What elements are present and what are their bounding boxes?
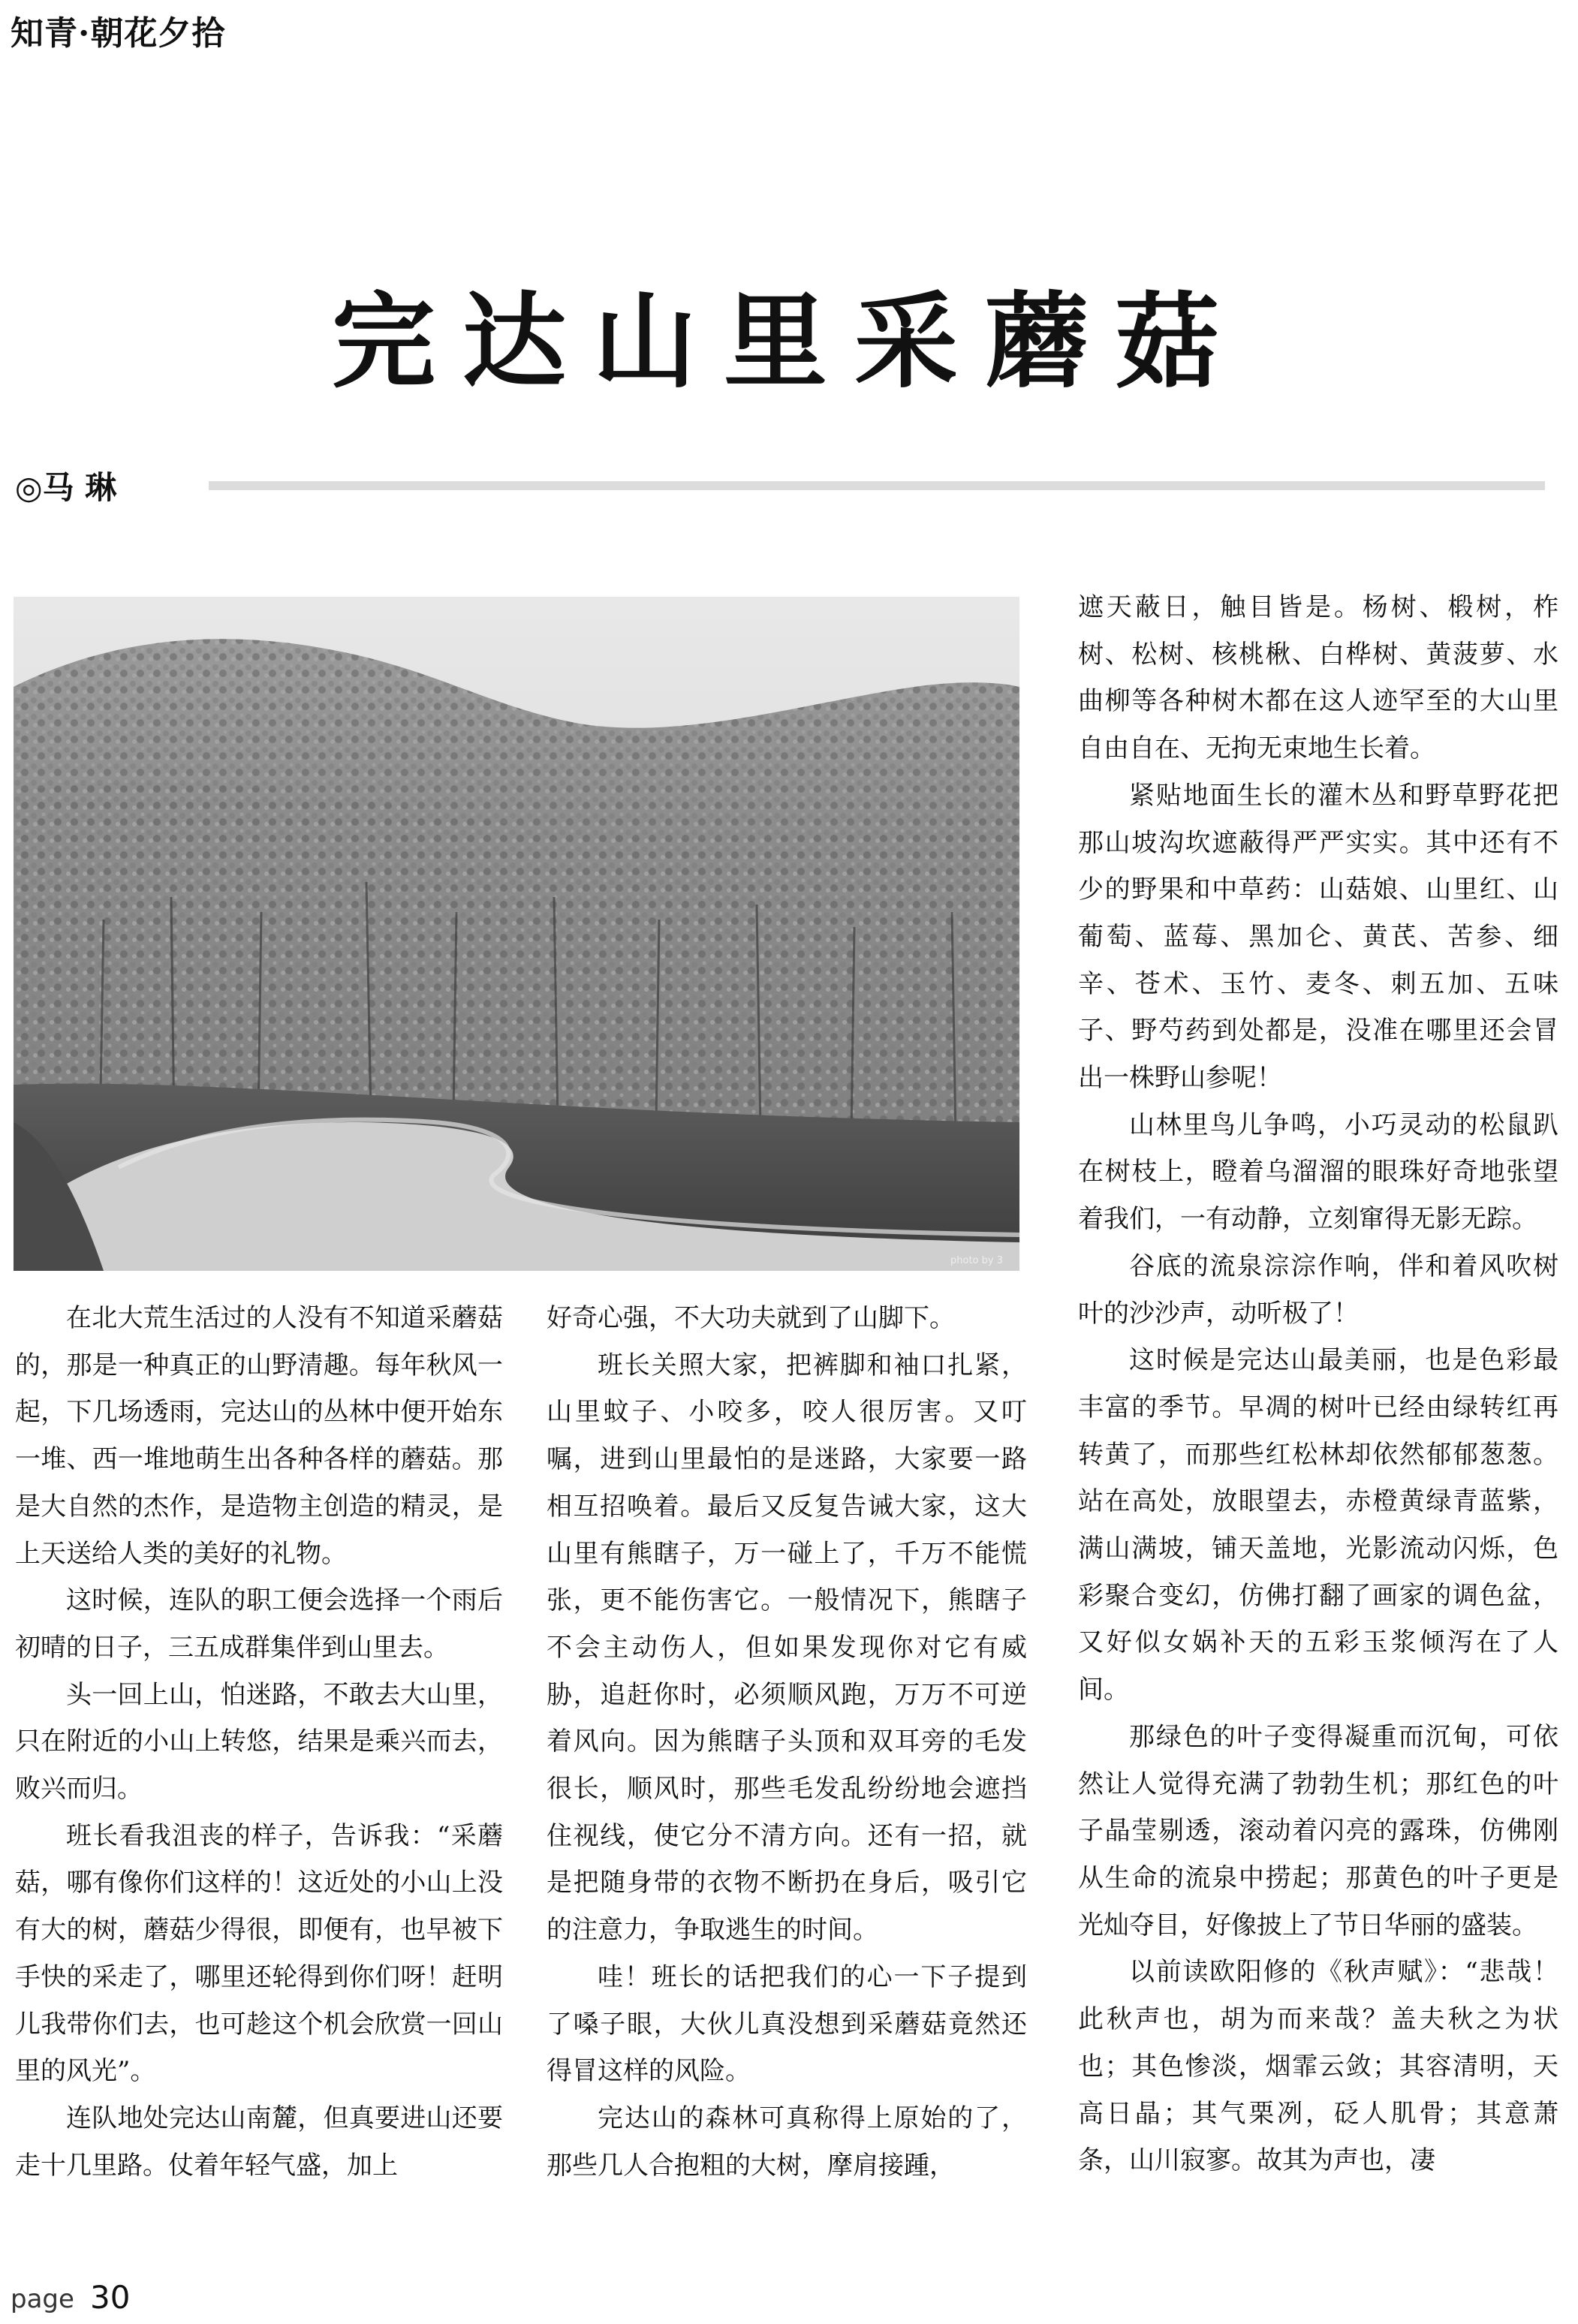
- paragraph: 在北大荒生活过的人没有不知道采蘑菇的，那是一种真正的山野清趣。每年秋风一起，下几场透雨，完达山的丛林中便开始东一堆、西一堆地萌生出各种各样的蘑菇。那是大自然的杰作，是造物主创造的精灵，是上天送给人类的美好的礼物。: [15, 1303, 503, 1569]
- text-column-1: [15, 1295, 503, 2189]
- paragraph: 这时候是完达山最美丽，也是色彩最丰富的季节。早凋的树叶已经由绿转红再转黄了，而那些红松林却依然郁郁葱葱。站在高处，放眼望去，赤橙黄绿青蓝紫，满山满坡，铺天盖地，光影流动闪烁，色彩聚合变幻，仿佛打翻了画家的调色盆，又好似女娲补天的五彩玉浆倾泻在了人间。: [1078, 1345, 1558, 1705]
- paragraph: 连队地处完达山南麓，但真要进山还要走十几里路。仗着年轻气盛，加上: [15, 2103, 503, 2181]
- paragraph: 完达山的森林可真称得上原始的了，那些几人合抱粗的大树，摩肩接踵，: [547, 2103, 1027, 2181]
- paragraph: 班长关照大家，把裤脚和袖口扎紧，山里蚊子、小咬多，咬人很厉害。又叮嘱，进到山里最怕的是迷路，大家要一路相互招唤着。最后又反复告诫大家，这大山里有熊瞎子，万一碰上了，千万不能慌张，更不能伤害它。一般情况下，熊瞎子不会主动伤人，但如果发现你对它有威胁，追赶你时，必须顺风跑，万万不可逆着风向。因为熊瞎子头顶和双耳旁的毛发很长，顺风时，那些毛发乱纷纷地会遮挡住视线，使它分不清方向。还有一招，就是把随身带的衣物不断扔在身后，吸引它的注意力，争取逃生的时间。: [547, 1350, 1027, 1946]
- forest-road-photo: [14, 597, 1019, 1271]
- page-number: 30: [90, 2279, 131, 2316]
- photo-credit: photo by 3: [950, 1255, 1003, 1266]
- paragraph: 遮天蔽日，触目皆是。杨树、椴树，柞树、松树、核桃楸、白桦树、黄菠萝、水曲柳等各种树木都在这人迹罕至的大山里自由自在、无拘无束地生长着。: [1078, 592, 1558, 764]
- paragraph: 头一回上山，怕迷路，不敢去大山里，只在附近的小山上转悠，结果是乘兴而去，败兴而归。: [15, 1679, 503, 1805]
- paragraph: 哇！班长的话把我们的心一下子提到了嗓子眼，大伙儿真没想到采蘑菇竟然还得冒这样的风险。: [547, 1961, 1027, 2087]
- paragraph: 紧贴地面生长的灌木丛和野草野花把那山坡沟坎遮蔽得严严实实。其中还有不少的野果和中草药：山菇娘、山里红、山葡萄、蓝莓、黑加仑、黄芪、苦参、细辛、苍术、玉竹、麦冬、刺五加、五味子、野芍药到处都是，没准在哪里还会冒出一株野山参呢！: [1078, 780, 1558, 1094]
- paragraph: 那绿色的叶子变得凝重而沉甸，可依然让人觉得充满了勃勃生机；那红色的叶子晶莹剔透，滚动着闪亮的露珠，仿佛刚从生命的流泉中捞起；那黄色的叶子更是光灿夺目，好像披上了节日华丽的盛装。: [1078, 1721, 1558, 1940]
- paragraph: 好奇心强，不大功夫就到了山脚下。: [547, 1303, 955, 1333]
- paragraph: 这时候，连队的职工便会选择一个雨后初晴的日子，三五成群集伴到山里去。: [15, 1585, 503, 1663]
- paragraph: 谷底的流泉淙淙作响，伴和着风吹树叶的沙沙声，动听极了！: [1078, 1251, 1558, 1329]
- text-column-3: [1078, 584, 1558, 2184]
- article-title: 完达山里采蘑菇: [331, 281, 1246, 402]
- author-byline: ◎马 琳: [15, 469, 117, 506]
- paragraph: 以前读欧阳修的《秋声赋》：“悲哉！此秋声也，胡为而来哉？盖夫秋之为状也；其色惨淡，烟霏云敛；其容清明，天高日晶；其气栗冽，砭人肌骨；其意萧条，山川寂寥。故其为声也，凄: [1078, 1957, 1558, 2176]
- paragraph: 山林里鸟儿争鸣，小巧灵动的松鼠趴在树枝上，瞪着乌溜溜的眼珠好奇地张望着我们，一有动静，立刻窜得无影无踪。: [1078, 1109, 1558, 1235]
- byline-divider: [209, 481, 1545, 490]
- text-column-2: [547, 1295, 1027, 2189]
- page-label: page: [11, 2284, 74, 2314]
- paragraph: 班长看我沮丧的样子，告诉我：“采蘑菇，哪有像你们这样的！这近处的小山上没有大的树，蘑菇少得很，即便有，也早被下手快的采走了，哪里还轮得到你们呀！赶明儿我带你们去，也可趁这个机会欣赏一回山里的风光”。: [15, 1820, 503, 2087]
- section-header: 知青·朝花夕拾: [11, 14, 226, 53]
